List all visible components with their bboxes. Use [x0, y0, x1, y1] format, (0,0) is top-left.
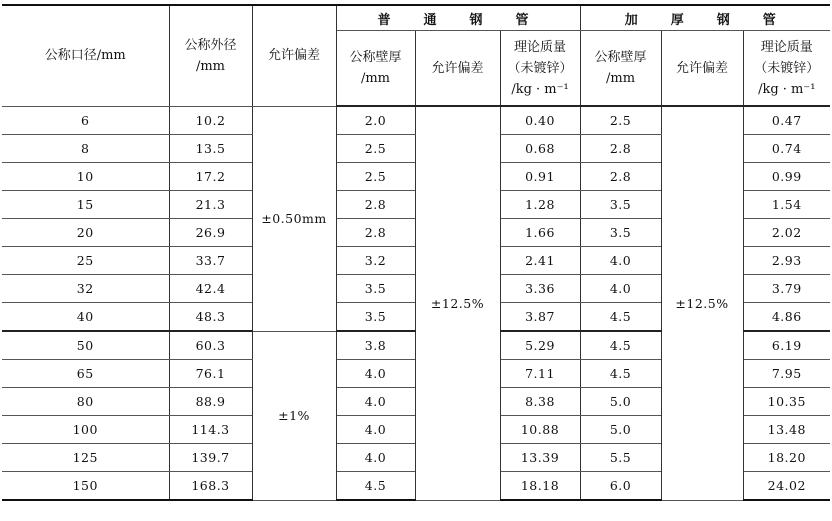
cell-std-wall-thickness: 2.8: [336, 191, 415, 219]
cell-nominal-od: 21.3: [169, 191, 252, 219]
cell-nominal-bore: 32: [2, 275, 169, 303]
cell-std-theoretical-mass: 3.87: [500, 303, 580, 332]
cell-nominal-od: 33.7: [169, 247, 252, 275]
cell-std-wall-thickness: 3.8: [336, 331, 415, 360]
cell-std-theoretical-mass: 1.66: [500, 219, 580, 247]
cell-std-wall-thickness: 3.2: [336, 247, 415, 275]
cell-std-theoretical-mass: 0.40: [500, 106, 580, 135]
cell-nominal-od: 139.7: [169, 444, 252, 472]
header-std-wall-thickness: 公称壁厚 /mm: [336, 31, 415, 107]
cell-nominal-bore: 125: [2, 444, 169, 472]
cell-thick-wall-thickness: 4.0: [580, 275, 661, 303]
cell-nominal-od: 76.1: [169, 360, 252, 388]
cell-thick-wall-thickness: 2.8: [580, 163, 661, 191]
cell-std-theoretical-mass: 18.18: [500, 472, 580, 501]
cell-od-tolerance-large: ±1%: [252, 331, 336, 500]
header-thick-theoretical-mass: 理论质量 （未镀锌） /kg · m⁻¹: [743, 31, 830, 107]
cell-thick-theoretical-mass: 1.54: [743, 191, 830, 219]
cell-std-wall-thickness: 2.0: [336, 106, 415, 135]
cell-thick-theoretical-mass: 13.48: [743, 416, 830, 444]
cell-nominal-bore: 80: [2, 388, 169, 416]
cell-nominal-bore: 6: [2, 106, 169, 135]
cell-nominal-bore: 100: [2, 416, 169, 444]
cell-thick-theoretical-mass: 24.02: [743, 472, 830, 501]
cell-std-wall-thickness: 2.5: [336, 135, 415, 163]
cell-thick-wall-thickness: 5.5: [580, 444, 661, 472]
cell-nominal-od: 88.9: [169, 388, 252, 416]
header-nominal-bore: 公称口径/mm: [2, 5, 169, 106]
cell-nominal-bore: 25: [2, 247, 169, 275]
cell-od-tolerance-small: ±0.50mm: [252, 106, 336, 331]
cell-std-theoretical-mass: 8.38: [500, 388, 580, 416]
cell-nominal-od: 168.3: [169, 472, 252, 501]
cell-nominal-od: 10.2: [169, 106, 252, 135]
cell-nominal-bore: 20: [2, 219, 169, 247]
header-std-wall-tolerance: 允许偏差: [415, 31, 500, 107]
table-body: [2, 106, 830, 500]
cell-nominal-bore: 15: [2, 191, 169, 219]
cell-thick-theoretical-mass: 10.35: [743, 388, 830, 416]
cell-thick-wall-thickness: 4.5: [580, 360, 661, 388]
cell-std-wall-thickness: 2.8: [336, 219, 415, 247]
header-thick-wall-thickness: 公称壁厚 /mm: [580, 31, 661, 107]
cell-std-theoretical-mass: 10.88: [500, 416, 580, 444]
steel-pipe-spec-table: [2, 4, 830, 501]
cell-thick-wall-thickness: 2.5: [580, 106, 661, 135]
cell-nominal-od: 42.4: [169, 275, 252, 303]
cell-std-theoretical-mass: 13.39: [500, 444, 580, 472]
cell-std-wall-thickness: 4.0: [336, 444, 415, 472]
cell-thick-wall-thickness: 4.5: [580, 331, 661, 360]
cell-thick-wall-thickness: 2.8: [580, 135, 661, 163]
cell-thick-wall-thickness: 6.0: [580, 472, 661, 501]
cell-thick-theoretical-mass: 6.19: [743, 331, 830, 360]
cell-nominal-bore: 65: [2, 360, 169, 388]
cell-nominal-od: 26.9: [169, 219, 252, 247]
cell-nominal-od: 114.3: [169, 416, 252, 444]
cell-std-wall-thickness: 4.5: [336, 472, 415, 501]
cell-std-theoretical-mass: 5.29: [500, 331, 580, 360]
cell-thick-wall-tolerance: ±12.5%: [661, 106, 743, 500]
cell-thick-wall-thickness: 3.5: [580, 219, 661, 247]
cell-thick-wall-thickness: 3.5: [580, 191, 661, 219]
cell-nominal-bore: 50: [2, 331, 169, 360]
cell-std-theoretical-mass: 0.91: [500, 163, 580, 191]
header-std-theoretical-mass: 理论质量 （未镀锌） /kg · m⁻¹: [500, 31, 580, 107]
cell-nominal-bore: 40: [2, 303, 169, 332]
cell-thick-theoretical-mass: 0.74: [743, 135, 830, 163]
cell-thick-wall-thickness: 4.5: [580, 303, 661, 332]
cell-std-wall-thickness: 4.0: [336, 416, 415, 444]
cell-nominal-od: 17.2: [169, 163, 252, 191]
cell-nominal-od: 13.5: [169, 135, 252, 163]
cell-nominal-bore: 8: [2, 135, 169, 163]
cell-nominal-od: 60.3: [169, 331, 252, 360]
cell-nominal-bore: 10: [2, 163, 169, 191]
cell-std-wall-tolerance: ±12.5%: [415, 106, 500, 500]
cell-thick-wall-thickness: 5.0: [580, 416, 661, 444]
cell-thick-theoretical-mass: 4.86: [743, 303, 830, 332]
cell-std-wall-thickness: 2.5: [336, 163, 415, 191]
header-group-thick-pipe: 加 厚 钢 管: [580, 5, 830, 31]
cell-nominal-bore: 150: [2, 472, 169, 501]
cell-std-wall-thickness: 3.5: [336, 303, 415, 332]
cell-std-theoretical-mass: 2.41: [500, 247, 580, 275]
cell-std-wall-thickness: 4.0: [336, 360, 415, 388]
cell-thick-theoretical-mass: 7.95: [743, 360, 830, 388]
cell-thick-wall-thickness: 4.0: [580, 247, 661, 275]
header-thick-wall-tolerance: 允许偏差: [661, 31, 743, 107]
header-row-groups: [2, 5, 830, 31]
cell-thick-theoretical-mass: 2.93: [743, 247, 830, 275]
cell-thick-theoretical-mass: 0.99: [743, 163, 830, 191]
cell-thick-theoretical-mass: 2.02: [743, 219, 830, 247]
cell-thick-theoretical-mass: 18.20: [743, 444, 830, 472]
cell-thick-wall-thickness: 5.0: [580, 388, 661, 416]
cell-nominal-od: 48.3: [169, 303, 252, 332]
cell-thick-theoretical-mass: 0.47: [743, 106, 830, 135]
cell-std-theoretical-mass: 0.68: [500, 135, 580, 163]
cell-std-wall-thickness: 3.5: [336, 275, 415, 303]
cell-std-theoretical-mass: 1.28: [500, 191, 580, 219]
cell-std-theoretical-mass: 3.36: [500, 275, 580, 303]
cell-std-theoretical-mass: 7.11: [500, 360, 580, 388]
header-nominal-od: 公称外径 /mm: [169, 5, 252, 106]
cell-thick-theoretical-mass: 3.79: [743, 275, 830, 303]
header-group-standard-pipe: 普 通 钢 管: [336, 5, 580, 31]
cell-std-wall-thickness: 4.0: [336, 388, 415, 416]
table-row: [2, 106, 830, 135]
header-od-tolerance: 允许偏差: [252, 5, 336, 106]
